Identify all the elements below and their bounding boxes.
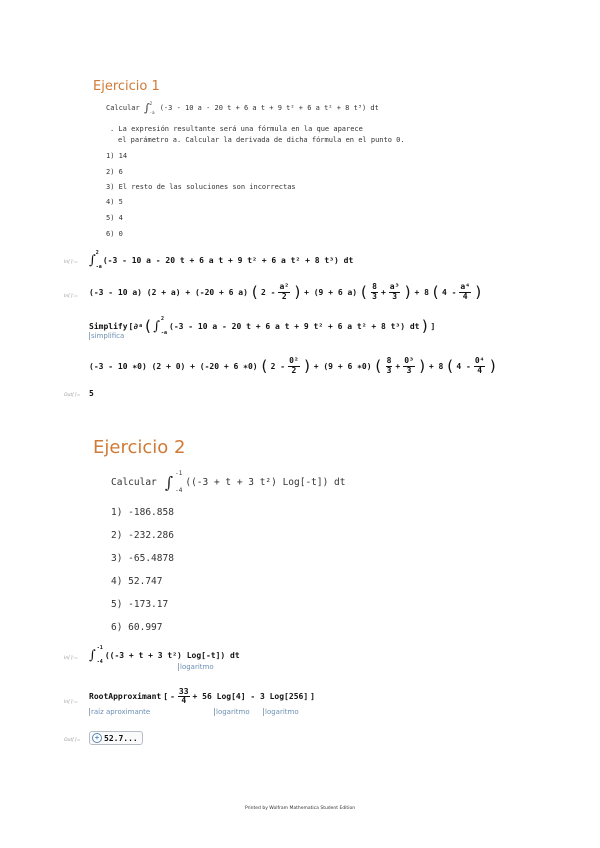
output-value: 5 bbox=[89, 389, 94, 398]
input-cell-integral[interactable] bbox=[89, 645, 240, 665]
integral-sign: ∫ bbox=[143, 101, 150, 115]
integral-sign: ∫ bbox=[153, 318, 160, 334]
integrand: ((-3 + t + 3 t²) Log[-t]) dt bbox=[185, 476, 346, 488]
int-upper: 2 bbox=[95, 250, 99, 256]
fraction: $\frac{\text{a⁴}}{4}$ bbox=[460, 282, 471, 301]
int-upper: 2 bbox=[161, 316, 165, 322]
option-6: 6) 0 bbox=[106, 230, 123, 238]
option-4: 4) 52.747 bbox=[111, 576, 163, 587]
paren-open: ( bbox=[259, 357, 269, 375]
fraction: $\frac{\text{a²}}{2}$ bbox=[279, 282, 290, 301]
paren-close: ) bbox=[293, 283, 303, 301]
option-2: 2) -232.286 bbox=[111, 530, 174, 541]
paren-close: ) bbox=[302, 357, 312, 375]
rootapproximant-cell[interactable] bbox=[89, 688, 315, 706]
int-lower: -a bbox=[149, 110, 155, 115]
out-label: Out[ ]= bbox=[64, 393, 81, 398]
bracket-close: ] bbox=[310, 692, 315, 702]
calc-word: Calcular bbox=[106, 104, 140, 112]
option-2: 2) 6 bbox=[106, 168, 123, 176]
bracket-open: [∂ bbox=[128, 321, 139, 331]
int-upper: -1 bbox=[175, 470, 183, 477]
exercise-1-statement bbox=[106, 101, 379, 115]
integral-limits bbox=[161, 316, 167, 336]
integral-limits bbox=[96, 250, 102, 270]
in-label: In[ ]:= bbox=[64, 260, 78, 265]
bracket-open: [ bbox=[163, 692, 169, 702]
integral-sign: ∫ bbox=[89, 252, 96, 268]
integral-sign: ∫ bbox=[164, 472, 174, 492]
fraction: $\frac{8}{3}$ bbox=[386, 356, 392, 375]
paren-open: ( bbox=[359, 283, 369, 301]
expr-two: 2 - bbox=[260, 287, 276, 297]
option-5: 5) 4 bbox=[106, 214, 123, 222]
int-lower: -a bbox=[161, 330, 168, 336]
paren-open: ( bbox=[249, 283, 259, 301]
partial-sub: a bbox=[139, 323, 143, 329]
input-cell-integral[interactable] bbox=[89, 250, 353, 270]
simplify-command: Simplify bbox=[89, 321, 128, 331]
paren-open: ( bbox=[445, 357, 455, 375]
int-lower: -a bbox=[95, 264, 102, 270]
paren-close: ) bbox=[474, 283, 484, 301]
log-hint: logaritmo bbox=[216, 708, 250, 716]
paren-open: ( bbox=[373, 357, 383, 375]
integral-sign: ∫ bbox=[89, 647, 96, 663]
print-footer: Printed by Wolfram Mathematica Student Edition bbox=[244, 806, 356, 811]
integrand: (-3 - 10 a - 20 t + 6 a t + 9 t² + 6 a t² + 8 t³) dt bbox=[159, 104, 379, 112]
int-upper: 2 bbox=[149, 101, 153, 106]
rootapprox-rest: + 56 Log[4] - 3 Log[256] bbox=[192, 692, 309, 702]
simplify-cell[interactable] bbox=[89, 316, 435, 336]
integrand: (-3 - 10 a - 20 t + 6 a t + 9 t² + 6 a t² + 8 t³) dt bbox=[169, 321, 420, 331]
simplify-hint: simplifica bbox=[91, 332, 125, 340]
integral-limits bbox=[97, 645, 103, 665]
paren-close: ) bbox=[488, 357, 498, 375]
expr-part-b: + (9 + 6 a) bbox=[304, 287, 358, 297]
fraction: $\frac{\text{a³}}{3}$ bbox=[389, 282, 400, 301]
paren-open: ( bbox=[430, 283, 440, 301]
expr-part-c: + 8 bbox=[414, 287, 429, 297]
minus-sign: - bbox=[170, 692, 175, 702]
integral-limits bbox=[150, 101, 155, 115]
integrand: (-3 - 10 a - 20 t + 6 a t + 9 t² + 6 a t² + 8 t³) dt bbox=[102, 255, 354, 265]
bracket-close: ] bbox=[430, 321, 436, 331]
int-lower: -4 bbox=[96, 659, 103, 665]
note-line-2: el parámetro a. Calcular la derivada de dicha fórmula en el punto 0. bbox=[118, 136, 405, 144]
integral-limits bbox=[175, 470, 182, 494]
fraction: $\frac{\text{0⁴}}{4}$ bbox=[474, 356, 485, 375]
fraction: $\frac{8}{3}$ bbox=[372, 282, 377, 301]
paren-close: ) bbox=[417, 357, 427, 375]
expr0-part-c: + 8 bbox=[428, 361, 444, 371]
log-hint: logaritmo bbox=[265, 708, 299, 716]
paren-open: ( bbox=[143, 317, 153, 335]
expand-plus-icon[interactable]: + bbox=[92, 733, 102, 743]
option-6: 6) 60.997 bbox=[111, 622, 163, 633]
option-5: 5) -173.17 bbox=[111, 599, 169, 610]
fraction: $\frac{\text{0²}}{2}$ bbox=[289, 356, 299, 375]
exercise-1-title: Ejercicio 1 bbox=[93, 79, 160, 94]
int-lower: -4 bbox=[175, 487, 183, 494]
in-label: In[ ]:= bbox=[64, 294, 78, 299]
exercise-2-title: Ejercicio 2 bbox=[93, 437, 186, 458]
output-value: 52.7... bbox=[104, 733, 138, 743]
paren-close: ) bbox=[420, 317, 430, 335]
int-upper: -1 bbox=[96, 645, 103, 651]
in-label: In[ ]:= bbox=[64, 656, 78, 661]
input-cell-expression[interactable]: (-3 - 10 a) (2 + a) + (-20 + 6 a) ( 2 - $\frac{\text{a²}}{2}$ ) + (9 + 6 a) ( $\frac{8}{3}$ + $\frac{\text{a³}}{3}$ ) + 8 ( 4 - $\frac{\text{a⁴}}{4}$ ) bbox=[89, 282, 484, 301]
expr-part-a: (-3 - 10 a) (2 + a) + (-20 + 6 a) bbox=[89, 287, 248, 297]
option-3: 3) -65.4878 bbox=[111, 553, 174, 564]
evaluated-expression: (-3 - 10 ∗0) (2 + 0) + (-20 + 6 ∗0) ( 2 - $\frac{\text{0²}}{2}$ ) + (9 + 6 ∗0) ( $\frac{8}{3}$ + $\frac{\text{0³}}{3}$ ) + 8 ( 4 - $\frac{\text{0⁴}}{4}$ ) bbox=[89, 356, 498, 375]
calc-word: Calcular bbox=[111, 476, 157, 488]
rootapprox-hint: raíz aproximante bbox=[91, 708, 151, 716]
option-4: 4) 5 bbox=[106, 198, 123, 206]
paren-close: ) bbox=[403, 283, 413, 301]
option-3: 3) El resto de las soluciones son incorrectas bbox=[106, 183, 296, 191]
log-hint: logaritmo bbox=[180, 663, 214, 671]
fraction-denominator: 4 bbox=[181, 696, 187, 706]
option-1: 1) -186.858 bbox=[111, 507, 174, 518]
integrand: ((-3 + t + 3 t²) Log[-t]) dt bbox=[104, 650, 240, 660]
output-summary-box[interactable] bbox=[89, 731, 143, 745]
note-line-1: . La expresión resultante será una fórmula en la que aparece bbox=[110, 125, 363, 133]
option-1: 1) 14 bbox=[106, 152, 128, 160]
fraction-numerator: 33 bbox=[178, 687, 189, 696]
rootapproximant-command: RootApproximant bbox=[89, 692, 162, 702]
in-label: In[ ]:= bbox=[64, 700, 78, 705]
expr0-part-b: + (9 + 6 ∗0) bbox=[313, 361, 372, 371]
fraction: $\frac{\text{0³}}{3}$ bbox=[404, 356, 414, 375]
exercise-2-statement bbox=[111, 470, 346, 494]
fraction bbox=[178, 688, 190, 706]
out-label: Out[ ]= bbox=[64, 738, 81, 743]
expr0-part-a: (-3 - 10 ∗0) (2 + 0) + (-20 + 6 ∗0) bbox=[89, 361, 258, 371]
